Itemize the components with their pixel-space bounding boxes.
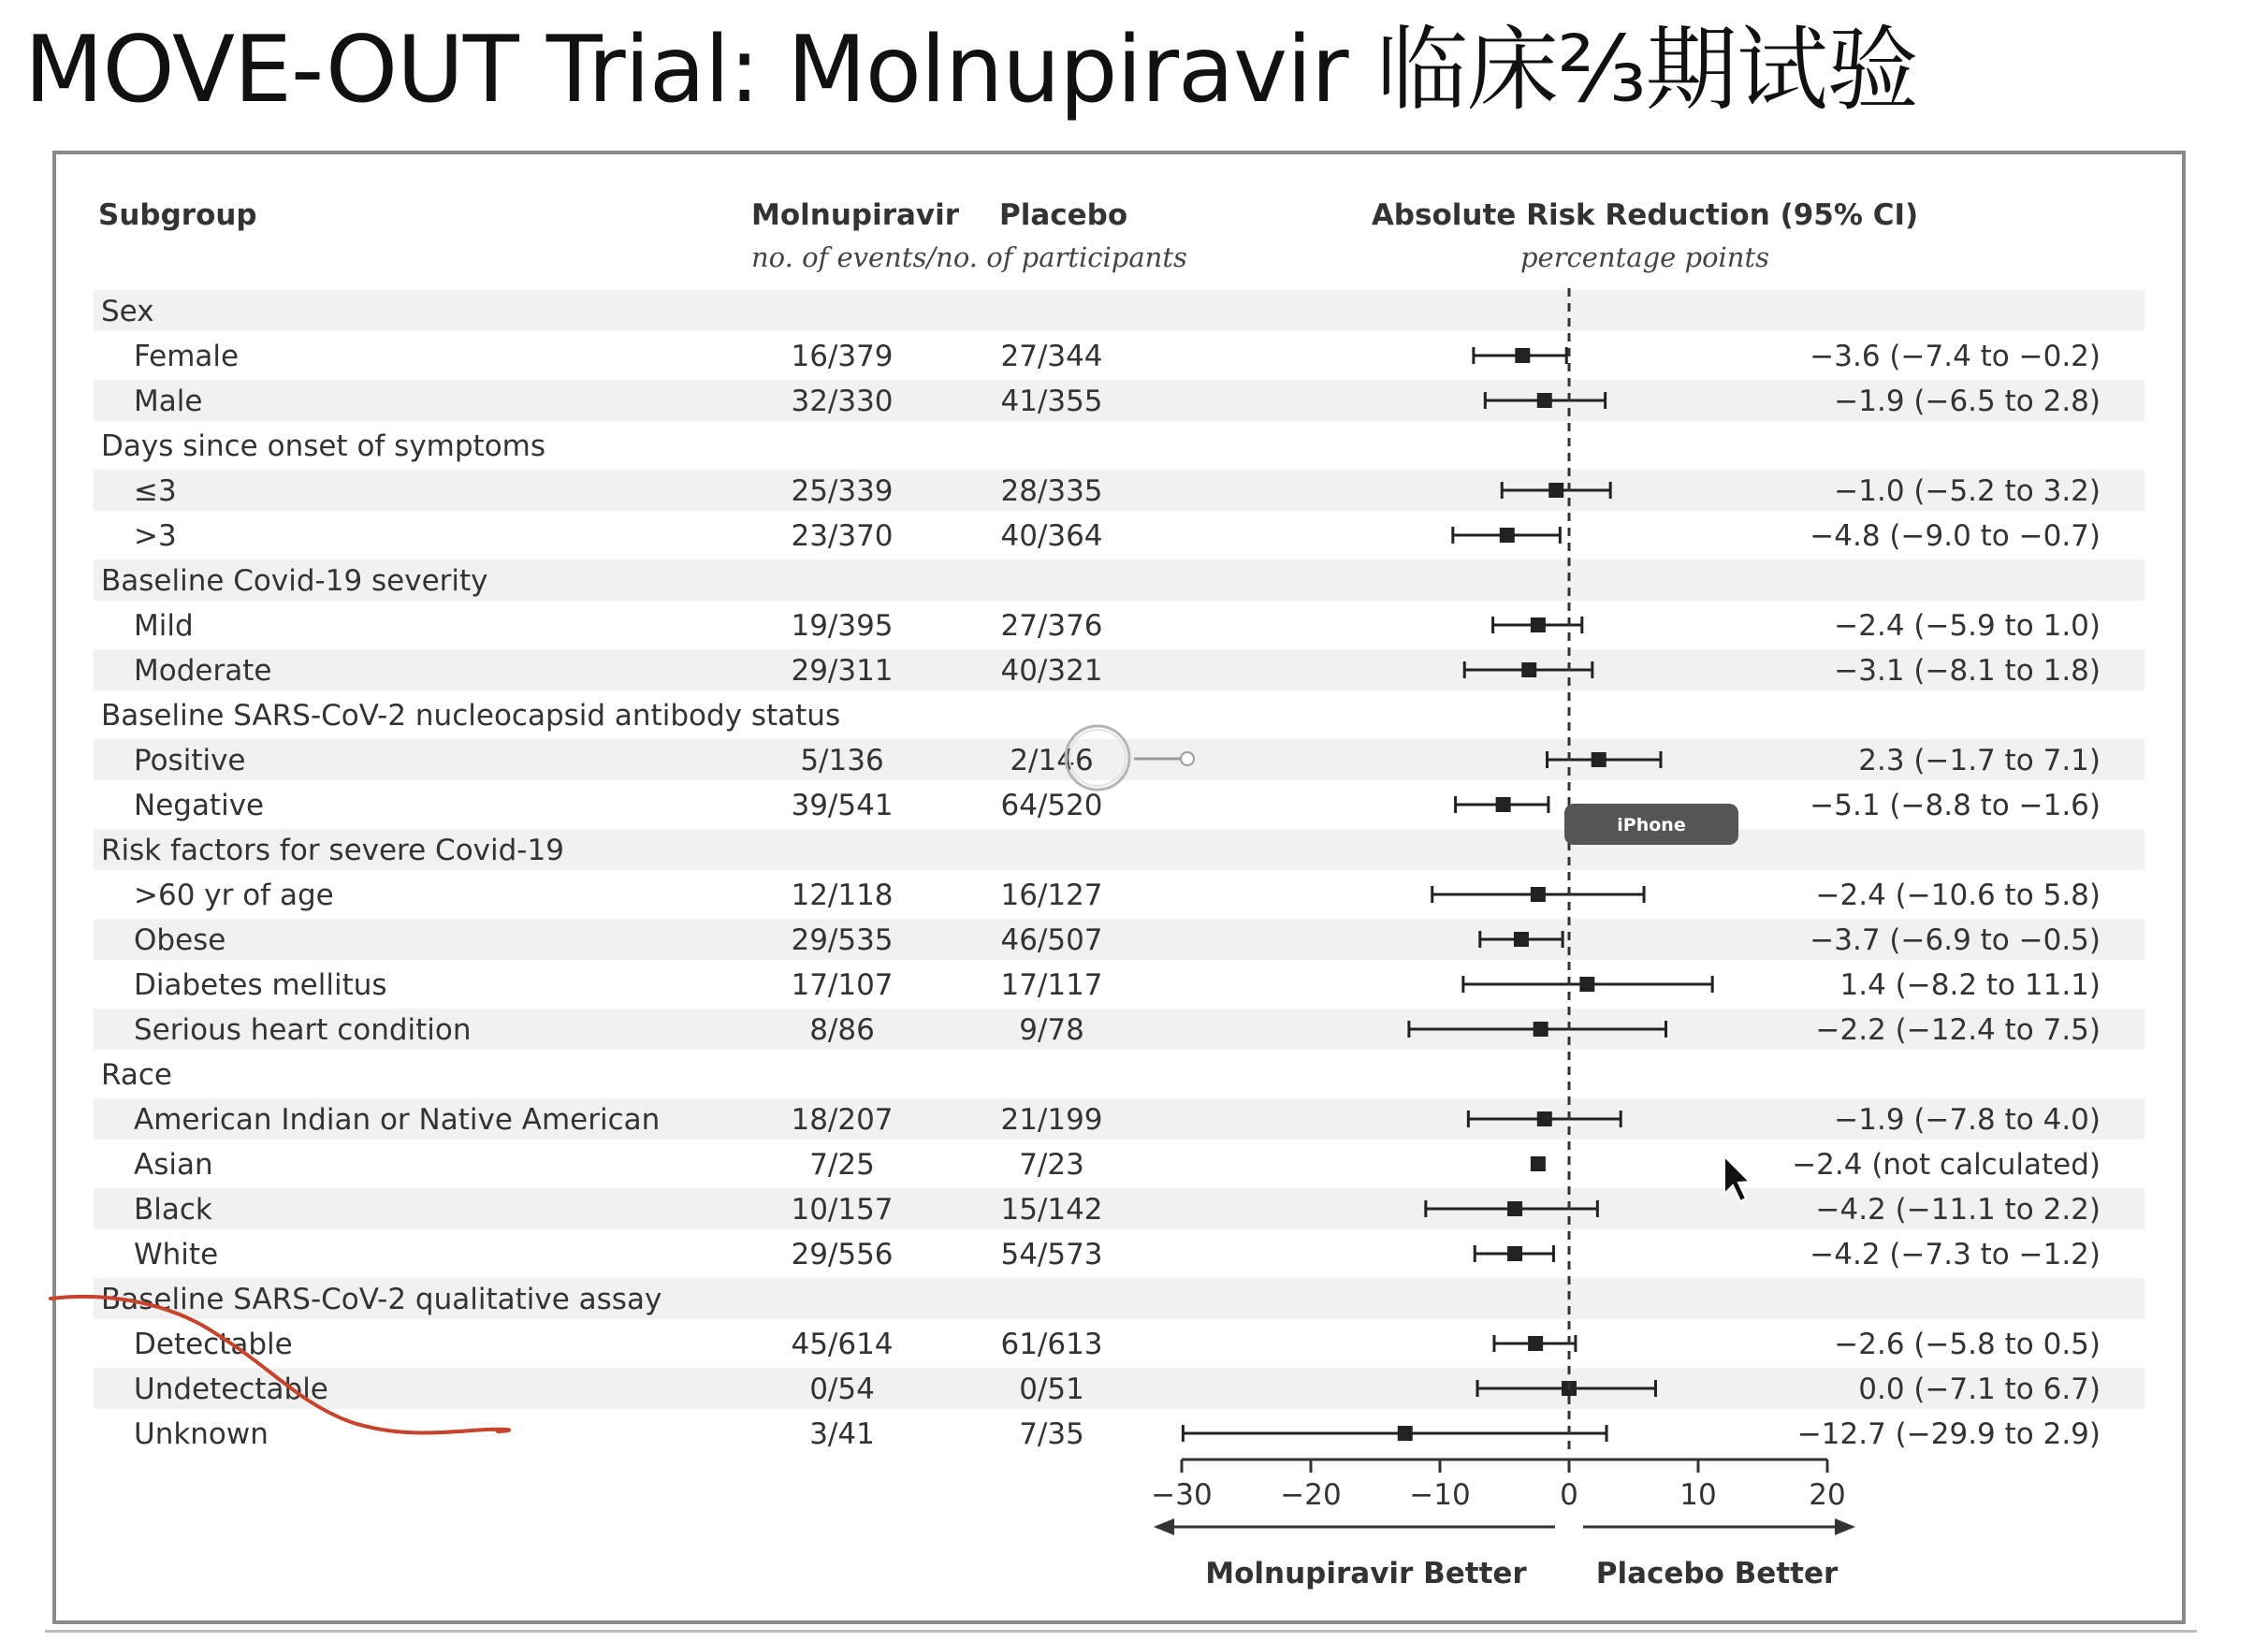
point-estimate [1531,887,1546,902]
point-estimate [1507,1246,1522,1261]
placebo-count: 40/321 [1000,654,1103,688]
placebo-count: 7/35 [1019,1417,1084,1451]
ci-text: −12.7 (−29.9 to 2.9) [1796,1417,2101,1451]
molnupiravir-count: 3/41 [809,1417,875,1451]
cursor-node [1181,752,1194,765]
subgroup-label: White [134,1238,219,1271]
subgroup-label: Detectable [134,1328,293,1361]
group-label: Risk factors for severe Covid-19 [101,834,564,867]
molnupiravir-count: 10/157 [791,1193,894,1227]
x-tick-label: −30 [1151,1478,1213,1512]
header-effect: Absolute Risk Reduction (95% CI) [1371,198,1919,232]
subgroup-label: American Indian or Native American [134,1103,661,1137]
placebo-count: 17/117 [1000,968,1103,1002]
x-axis [1151,1459,1855,1590]
subgroup-label: >3 [134,519,177,553]
molnupiravir-count: 29/535 [791,923,894,957]
molnupiravir-count: 32/330 [791,385,894,418]
ci-text: −2.4 (not calculated) [1792,1148,2101,1182]
subgroup-label: Black [134,1193,212,1227]
right-arrow-head-icon [1835,1518,1855,1535]
placebo-count: 15/142 [1000,1193,1103,1227]
point-estimate [1515,348,1530,363]
point-estimate [1537,393,1552,408]
header-molnupiravir: Molnupiravir [751,198,960,232]
point-estimate [1534,1022,1548,1037]
ci-text: −2.4 (−5.9 to 1.0) [1834,609,2101,643]
placebo-count: 41/355 [1000,385,1103,418]
right-direction-label: Placebo Better [1595,1557,1839,1590]
placebo-count: 2/146 [1010,744,1094,777]
left-direction-label: Molnupiravir Better [1205,1557,1527,1590]
subgroup-label: Obese [134,923,226,957]
placebo-count: 21/199 [1000,1103,1103,1137]
placebo-count: 27/344 [1000,340,1103,373]
subgroup-label: >60 yr of age [134,879,334,912]
point-estimate [1537,1111,1552,1126]
subgroup-label: Male [134,385,203,418]
ci-text: −2.4 (−10.6 to 5.8) [1815,879,2101,912]
row-band [94,1368,2144,1409]
subgroup-label: Asian [134,1148,213,1182]
subgroup-label: Serious heart condition [134,1013,472,1047]
x-tick-label: −20 [1280,1478,1342,1512]
group-label: Baseline SARS-CoV-2 qualitative assay [101,1283,662,1316]
molnupiravir-count: 45/614 [791,1328,894,1361]
slide-title: MOVE-OUT Trial: Molnupiravir 临床⅔期试验 [24,17,1918,123]
ci-text: −4.2 (−11.1 to 2.2) [1815,1193,2101,1227]
point-estimate [1528,1336,1543,1351]
ci-text: 2.3 (−1.7 to 7.1) [1858,744,2101,777]
placebo-count: 28/335 [1000,474,1103,508]
placebo-count: 54/573 [1000,1238,1103,1271]
group-label: Days since onset of symptoms [101,429,546,463]
molnupiravir-count: 7/25 [809,1148,875,1182]
ci-text: −1.9 (−7.8 to 4.0) [1834,1103,2101,1137]
point-estimate [1592,752,1606,767]
molnupiravir-count: 19/395 [791,609,894,643]
point-estimate [1548,483,1563,498]
row-band [94,739,2144,780]
ci-text: −3.6 (−7.4 to −0.2) [1810,340,2101,373]
header-effect-unit: percentage points [1519,241,1770,273]
molnupiravir-count: 18/207 [791,1103,894,1137]
ci-text: 0.0 (−7.1 to 6.7) [1858,1372,2101,1406]
point-estimate [1514,932,1529,947]
molnupiravir-count: 25/339 [791,474,894,508]
x-tick-label: −10 [1409,1478,1471,1512]
group-label: Baseline Covid-19 severity [101,564,488,598]
ci-text: −1.9 (−6.5 to 2.8) [1834,385,2101,418]
placebo-count: 46/507 [1000,923,1103,957]
molnupiravir-count: 8/86 [809,1013,875,1047]
subgroup-label: Positive [134,744,246,777]
placebo-count: 61/613 [1000,1328,1103,1361]
tooltip-label: iPhone [1617,815,1686,835]
ci-text: −1.0 (−5.2 to 3.2) [1834,474,2101,508]
ci-text: −3.1 (−8.1 to 1.8) [1834,654,2101,688]
molnupiravir-count: 29/556 [791,1238,894,1271]
placebo-count: 0/51 [1019,1372,1084,1406]
header-events-note: no. of events/no. of participants [751,241,1187,273]
point-estimate [1531,617,1546,632]
group-label: Sex [101,295,154,328]
ci-text: −2.6 (−5.8 to 0.5) [1834,1328,2101,1361]
placebo-count: 40/364 [1000,519,1103,553]
column-headers [98,198,1918,273]
subgroup-label: ≤3 [134,474,177,508]
placebo-count: 16/127 [1000,879,1103,912]
point-estimate [1398,1426,1413,1441]
group-label: Race [101,1058,172,1092]
ci-text: −4.2 (−7.3 to −1.2) [1810,1238,2101,1271]
point-estimate [1531,1156,1546,1171]
subgroup-label: Mild [134,609,194,643]
placebo-count: 7/23 [1019,1148,1084,1182]
x-tick-label: 0 [1560,1478,1578,1512]
molnupiravir-count: 12/118 [791,879,894,912]
point-estimate [1521,662,1536,677]
x-tick-label: 10 [1679,1478,1717,1512]
row-band [94,290,2144,331]
table-rows [101,295,2101,1451]
subgroup-label: Diabetes mellitus [134,968,387,1002]
subgroup-label: Female [134,340,240,373]
point-estimate [1579,977,1594,992]
subgroup-label: Negative [134,789,265,822]
group-label: Baseline SARS-CoV-2 nucleocapsid antibody status [101,699,841,733]
ci-text: 1.4 (−8.2 to 11.1) [1839,968,2101,1002]
molnupiravir-count: 16/379 [791,340,894,373]
molnupiravir-count: 23/370 [791,519,894,553]
molnupiravir-count: 0/54 [809,1372,875,1406]
point-estimate [1500,528,1515,543]
molnupiravir-count: 29/311 [791,654,894,688]
placebo-count: 64/520 [1000,789,1103,822]
molnupiravir-count: 17/107 [791,968,894,1002]
ci-text: −3.7 (−6.9 to −0.5) [1810,923,2101,957]
subgroup-label: Unknown [134,1417,269,1451]
placebo-count: 9/78 [1019,1013,1084,1047]
header-placebo: Placebo [999,198,1128,232]
molnupiravir-count: 39/541 [791,789,894,822]
ci-text: −2.2 (−12.4 to 7.5) [1815,1013,2101,1047]
left-arrow-head-icon [1154,1518,1174,1535]
x-tick-label: 20 [1809,1478,1846,1512]
header-subgroup: Subgroup [98,198,257,232]
molnupiravir-count: 5/136 [800,744,884,777]
subgroup-label: Moderate [134,654,272,688]
ci-text: −4.8 (−9.0 to −0.7) [1810,519,2101,553]
ci-text: −5.1 (−8.8 to −1.6) [1810,789,2101,822]
point-estimate [1496,797,1511,812]
placebo-count: 27/376 [1000,609,1103,643]
subgroup-label: Undetectable [134,1372,328,1406]
point-estimate [1507,1201,1522,1216]
